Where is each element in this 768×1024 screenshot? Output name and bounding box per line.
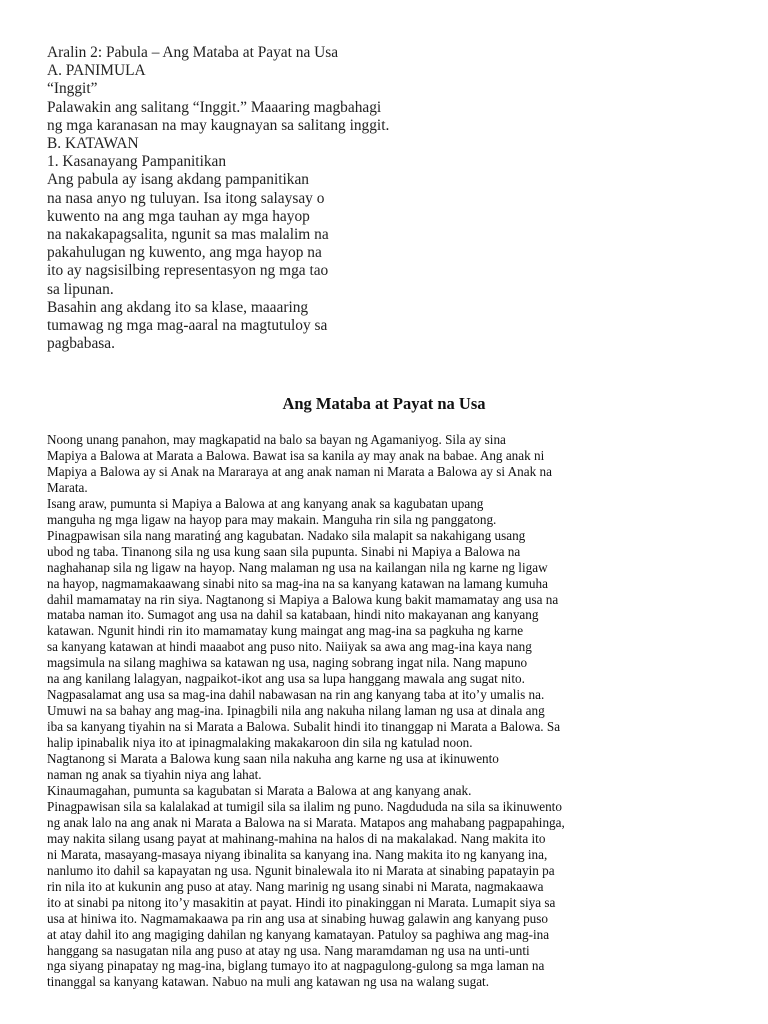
story-line: nga siyang pinapatay ng mag-ina, biglang tumayo ito at nagpagulong-gulong sa mga laman na bbox=[47, 958, 545, 974]
story-line: manguha ng mga ligaw na hayop para may makain. Manguha rin sila ng panggatong. bbox=[47, 511, 497, 527]
intro-line: ng mga karanasan na may kaugnayan sa salitang inggit. bbox=[47, 116, 390, 134]
story-line: mataba naman ito. Sumagot ang usa na dahil sa katabaan, hindi nito makayanan ang kanyang bbox=[47, 607, 539, 623]
story-title: Ang Mataba at Payat na Usa bbox=[282, 394, 486, 413]
story-line: Pinagpawisan sila sa kalalakad at tumigil sila sa ilalim ng puno. Nagdududa na sila sa ikinuwento bbox=[47, 798, 562, 814]
story-line: nanlumo ito dahil sa kapayatan ng usa. Ngunit binalewala ito ni Marata at sinabing papatayin pa bbox=[47, 862, 555, 878]
story-line: halip ipinabalik niya ito at ipinagmalaking makakaroon din sila ng katulad noon. bbox=[47, 735, 473, 751]
story-line: may nakita silang usang payat at mahinang-mahina na halos di na makalakad. Nang makita ito bbox=[47, 830, 546, 846]
story-line: Nagpasalamat ang usa sa mag-ina dahil nabawasan na rin ang kanyang taba at ito’y umalis na. bbox=[47, 687, 545, 703]
story-line: Noong unang panahon, may magkapatid na balo sa bayan ng Agamaniyog. Sila ay sina bbox=[47, 432, 506, 447]
intro-line: “Inggit” bbox=[47, 80, 98, 98]
intro-line: tumawag ng mga mag-aaral na magtutuloy sa bbox=[47, 317, 328, 335]
story-line: na ang kanilang lalagyan, nagpaikot-ikot ang usa sa lupa hanggang mawala ang sugat nito. bbox=[47, 671, 525, 687]
intro-line: sa lipunan. bbox=[47, 280, 114, 298]
story-line: Marata. bbox=[47, 479, 88, 495]
intro-line: ito ay nagsisilbing representasyon ng mga tao bbox=[47, 262, 329, 280]
story-line: katawan. Ngunit hindi rin ito mamamatay kung maingat ang mag-ina sa pagkuha ng karne bbox=[47, 623, 524, 639]
story-body bbox=[47, 432, 727, 990]
story-line: Pinagpawisan sila nang maratinǵ ang kagubatan. Nadako sila malapit sa nakahigang usang bbox=[47, 527, 526, 543]
lesson-introduction bbox=[47, 44, 447, 353]
story-line: naman ng anak sa tiyahin niya ang lahat. bbox=[47, 767, 262, 783]
story-line: Nagtanong si Marata a Balowa kung saan nila nakuha ang karne ng usa at ikinuwento bbox=[47, 751, 499, 767]
story-line: Mapiya a Balowa ay si Anak na Mararaya at ang anak naman ni Marata a Balowa ay si Anak na bbox=[47, 463, 552, 479]
story-line: at atay dahil ito ang magiging dahilan ng kanyang kamatayan. Patuloy sa paghiwa ang mag-ina bbox=[47, 926, 550, 942]
story-line: sa kanyang katawan at hindi maaabot ang puso nito. Naiiyak sa awa ang mag-ina kaya nang bbox=[47, 639, 532, 655]
intro-line: pakahulugan ng kuwento, ang mga hayop na bbox=[47, 244, 322, 262]
intro-line: Palawakin ang salitang “Inggit.” Maaaring magbahagi bbox=[47, 98, 382, 116]
story-line: ubod ng taba. Tinanong sila ng usa kung saan sila pupunta. Sinabi ni Mapiya a Balowa na bbox=[47, 543, 521, 559]
intro-line: Aralin 2: Pabula – Ang Mataba at Payat na Usa bbox=[47, 44, 339, 61]
intro-line: Ang pabula ay isang akdang pampanitikan bbox=[47, 171, 309, 189]
story-line: Umuwi na sa bahay ang mag-ina. Ipinagbili nila ang nakuha nilang laman ng usa at dinala ang bbox=[47, 703, 545, 719]
intro-line: A. PANIMULA bbox=[47, 62, 146, 80]
intro-line: B. KATAWAN bbox=[47, 135, 139, 153]
intro-line: pagbabasa. bbox=[47, 335, 115, 353]
intro-line: kuwento na ang mga tauhan ay mga hayop bbox=[47, 207, 310, 225]
story-line: naghahanap sila ng ligaw na hayop. Nang malaman ng usa na kailangan nila ng karne ng ligaw bbox=[47, 559, 548, 575]
story-line: usa at hiniwa ito. Nagmamakaawa pa rin ang usa at sinabing huwag galawin ang kanyang puso bbox=[47, 910, 548, 926]
story-line: hanggang sa nasugatan nila ang puso at atay ng usa. Nang maramdaman ng usa na unti-unti bbox=[47, 942, 530, 958]
intro-line: Basahin ang akdang ito sa klase, maaaring bbox=[47, 298, 309, 316]
story-line: Mapiya a Balowa at Marata a Balowa. Bawat isa sa kanila ay may anak na babae. Ang anak ni bbox=[47, 447, 545, 463]
story-line: tinanggal sa kanyang katawan. Nabuo na muli ang katawan ng usa na walang sugat. bbox=[47, 974, 490, 990]
story-line: ng anak lalo na ang anak ni Marata a Balowa na si Marata. Matapos ang mahabang pagpapahinga, bbox=[47, 814, 565, 830]
intro-line: 1. Kasanayang Pampanitikan bbox=[47, 153, 227, 171]
story-line: ni Marata, masayang-masaya niyang ibinalita sa kanyang ina. Nang makita ito ng kanyang ina, bbox=[47, 846, 548, 862]
story-line: rin nila ito at kukunin ang puso at atay. Nang marinig ng usang sinabi ni Marata, nagmakaawa bbox=[47, 878, 544, 894]
story-line: na hayop, nagmamakaawang sinabi nito sa mag-ina na sa kanyang katawan na lamang kumuha bbox=[47, 575, 548, 591]
intro-line: na nakakapagsalita, ngunit sa mas malalim na bbox=[47, 226, 329, 244]
story-line: Isang araw, pumunta si Mapiya a Balowa at ang kanyang anak sa kagubatan upang bbox=[47, 495, 484, 511]
story-line: ito at sinabi pa nitong ito’y masakitin at payat. Hindi ito pinakinggan ni Marata. Lumapit siya sa bbox=[47, 894, 556, 910]
story-line: magsimula na silang maghiwa sa katawan ng usa, naging sobrang ingat nila. Nang mapuno bbox=[47, 655, 528, 671]
story-line: dahil mamamatay na rin siya. Nagtanong si Mapiya a Balowa kung bakit mamamatay ang usa na bbox=[47, 591, 559, 607]
story-line: Kinaumagahan, pumunta sa kagubatan si Marata a Balowa at ang kanyang anak. bbox=[47, 782, 472, 798]
story-line: iba sa kanyang tiyahin na si Marata a Balowa. Subalit hindi ito tinanggap ni Marata a Balowa. Sa bbox=[47, 719, 561, 735]
intro-line: na nasa anyo ng tuluyan. Isa itong salaysay o bbox=[47, 189, 325, 207]
